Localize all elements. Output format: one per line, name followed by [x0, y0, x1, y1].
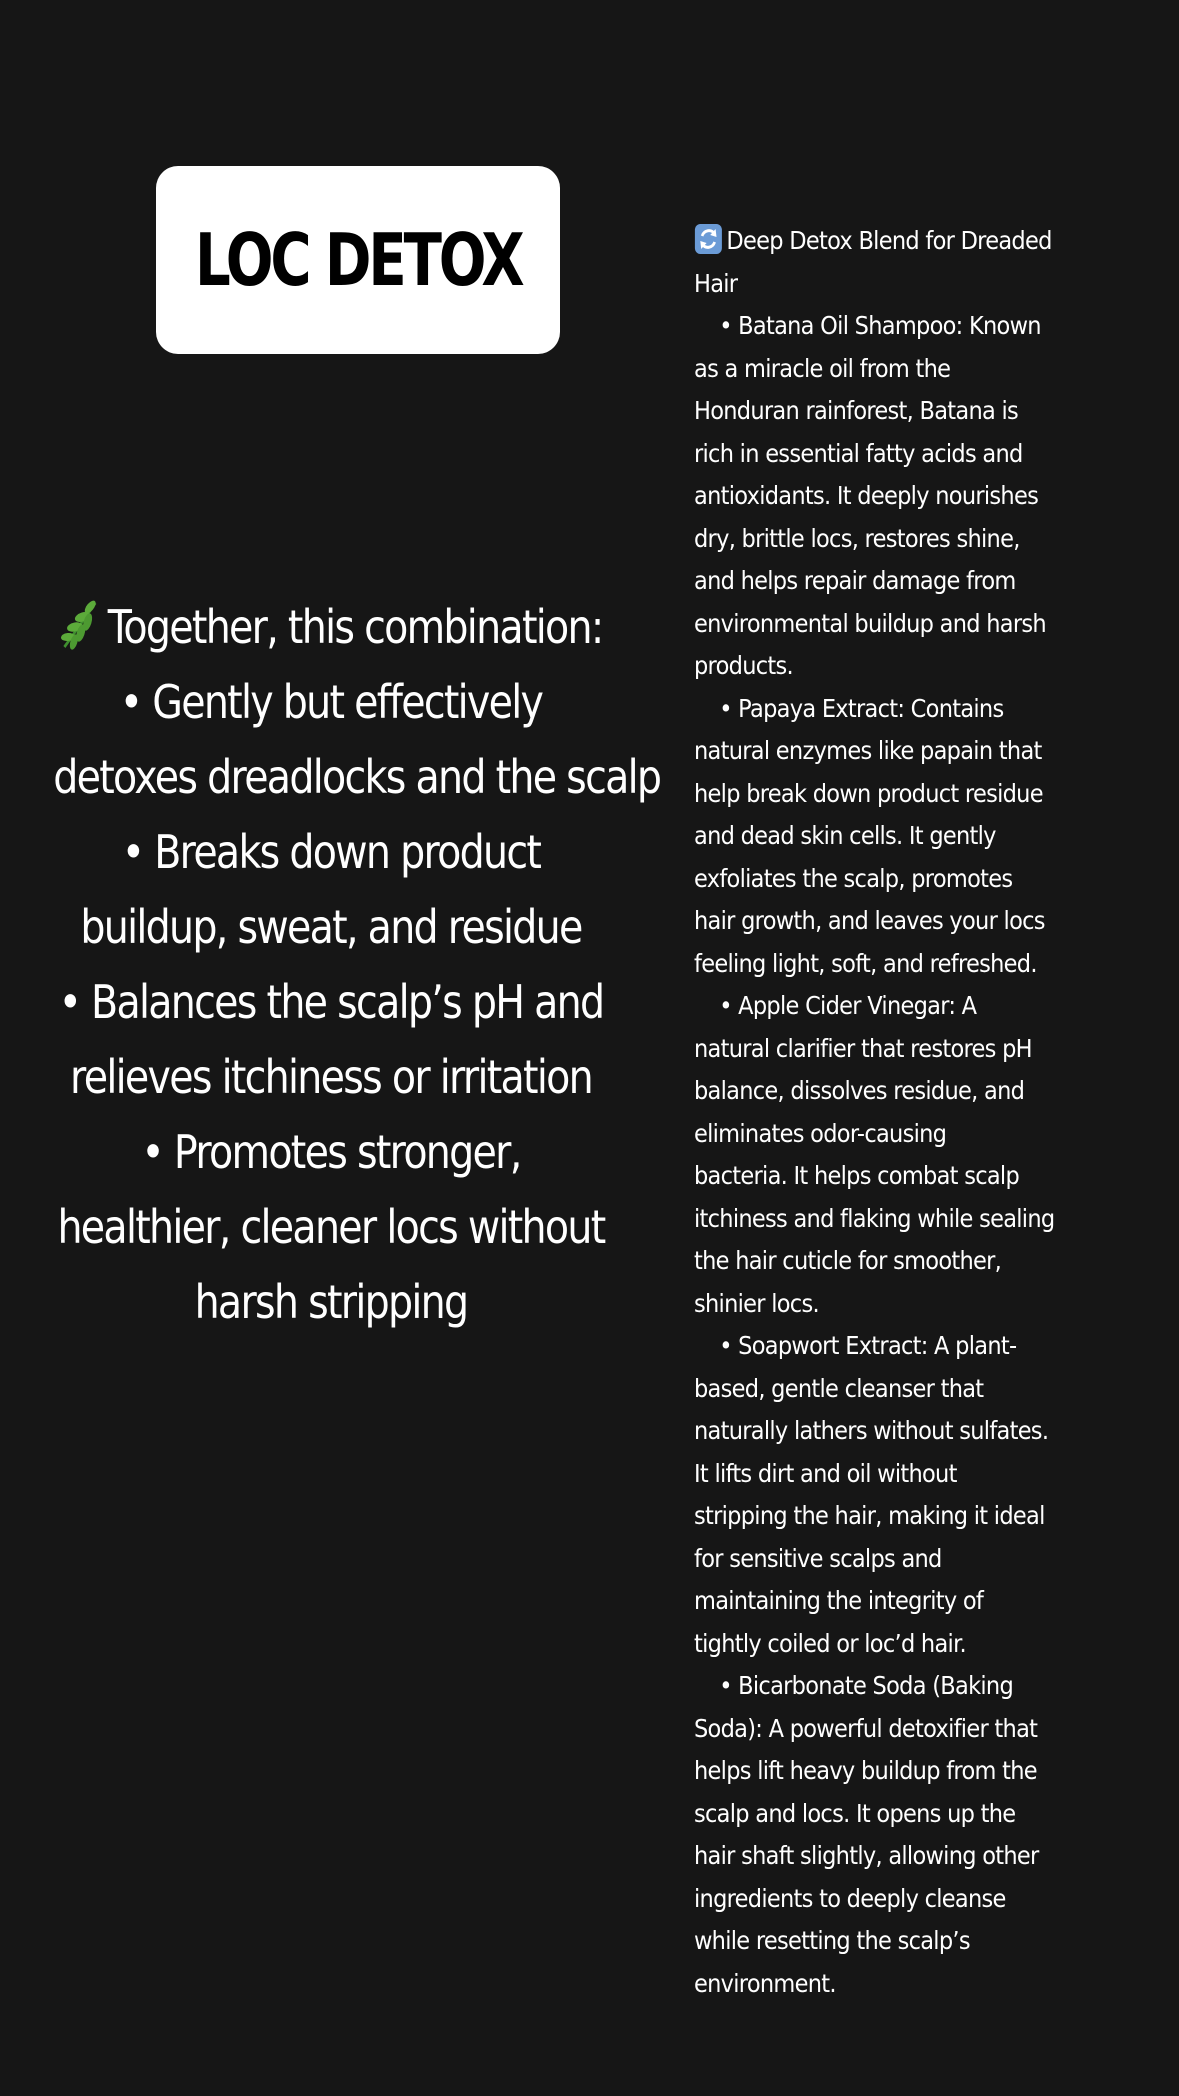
- ingredient-line: based, gentle cleanser that: [694, 1373, 984, 1403]
- ingredient-line: the hair cuticle for smoother,: [694, 1246, 1002, 1275]
- benefit-line: healthier, cleaner locs without: [57, 1200, 605, 1254]
- ingredient-line: Honduran rainforest, Batana is: [694, 396, 1019, 425]
- benefit-line: buildup, sweat, and residue: [80, 900, 582, 954]
- ingredient-line: helps lift heavy buildup from the: [694, 1756, 1037, 1785]
- ingredient-line: environment.: [694, 1968, 836, 1998]
- ingredient-line: maintaining the integrity of: [694, 1586, 984, 1615]
- benefit-line: detoxes dreadlocks and the scalp: [53, 750, 661, 804]
- ingredient-line: • Bicarbonate Soda (Baking: [719, 1671, 1014, 1700]
- ingredient-line: ingredients to deeply cleanse: [694, 1883, 1006, 1913]
- blend-heading: Deep Detox Blend for Dreaded: [726, 226, 1052, 255]
- ingredient-line: natural enzymes like papain that: [694, 736, 1042, 765]
- ingredient-line: and dead skin cells. It gently: [694, 821, 996, 850]
- blend-heading-continued: Hair: [694, 268, 738, 298]
- blend-heading-line: [694, 220, 1054, 263]
- ingredient-line: bacteria. It helps combat scalp: [694, 1161, 1020, 1190]
- ingredient-line: balance, dissolves residue, and: [694, 1076, 1025, 1105]
- benefit-line: • Breaks down product: [121, 825, 541, 879]
- ingredient-line: eliminates odor-causing: [694, 1118, 947, 1148]
- ingredient-line: It lifts dirt and oil without: [694, 1458, 957, 1488]
- ingredient-line: itchiness and flaking while sealing: [694, 1203, 1055, 1233]
- ingredient-line: and helps repair damage from: [694, 566, 1016, 595]
- benefit-line: relieves itchiness or irritation: [70, 1050, 592, 1104]
- ingredient-line: help break down product residue: [694, 778, 1043, 808]
- benefit-line: harsh stripping: [194, 1275, 468, 1329]
- ingredient-line: dry, brittle locs, restores shine,: [694, 523, 1020, 553]
- ingredient-line: feeling light, soft, and refreshed.: [694, 948, 1037, 978]
- ingredient-line: hair shaft slightly, allowing other: [694, 1841, 1039, 1870]
- ingredient-line: environmental buildup and harsh: [694, 608, 1046, 638]
- herb-icon: [60, 597, 103, 651]
- ingredient-line: shinier locs.: [694, 1288, 819, 1318]
- detox-blend-description: [694, 220, 1094, 2005]
- benefits-heading: Together, this combination:: [107, 600, 603, 654]
- ingredient-line: tightly coiled or loc’d hair.: [694, 1628, 966, 1658]
- refresh-icon: [694, 223, 723, 255]
- ingredient-line: • Apple Cider Vinegar: A: [719, 991, 977, 1020]
- ingredient-line: Soda): A powerful detoxifier that: [694, 1713, 1038, 1743]
- ingredient-line: rich in essential fatty acids and: [694, 438, 1023, 468]
- ingredient-line: natural clarifier that restores pH: [694, 1033, 1032, 1063]
- ingredient-line: products.: [694, 651, 793, 680]
- ingredient-line: while resetting the scalp’s: [694, 1926, 970, 1955]
- ingredient-line: as a miracle oil from the: [694, 353, 951, 383]
- benefits-heading-line: [53, 590, 609, 665]
- ingredient-line: scalp and locs. It opens up the: [694, 1798, 1016, 1828]
- title-card: [156, 166, 560, 354]
- ingredient-line: for sensitive scalps and: [694, 1543, 942, 1573]
- ingredient-line: hair growth, and leaves your locs: [694, 906, 1045, 935]
- page-title: LOC DETOX: [194, 218, 522, 302]
- benefit-line: • Promotes stronger,: [141, 1125, 521, 1179]
- combination-benefits: [8, 590, 661, 1340]
- ingredient-line: • Papaya Extract: Contains: [719, 693, 1004, 723]
- benefit-line: • Gently but effectively: [119, 675, 543, 729]
- ingredient-line: • Soapwort Extract: A plant-: [719, 1331, 1017, 1360]
- ingredient-line: antioxidants. It deeply nourishes: [694, 481, 1039, 510]
- ingredient-line: stripping the hair, making it ideal: [694, 1501, 1045, 1530]
- ingredient-line: naturally lathers without sulfates.: [694, 1416, 1049, 1445]
- benefit-line: • Balances the scalp’s pH and: [58, 975, 604, 1029]
- ingredient-line: exfoliates the scalp, promotes: [694, 863, 1013, 893]
- ingredient-line: • Batana Oil Shampoo: Known: [719, 311, 1041, 340]
